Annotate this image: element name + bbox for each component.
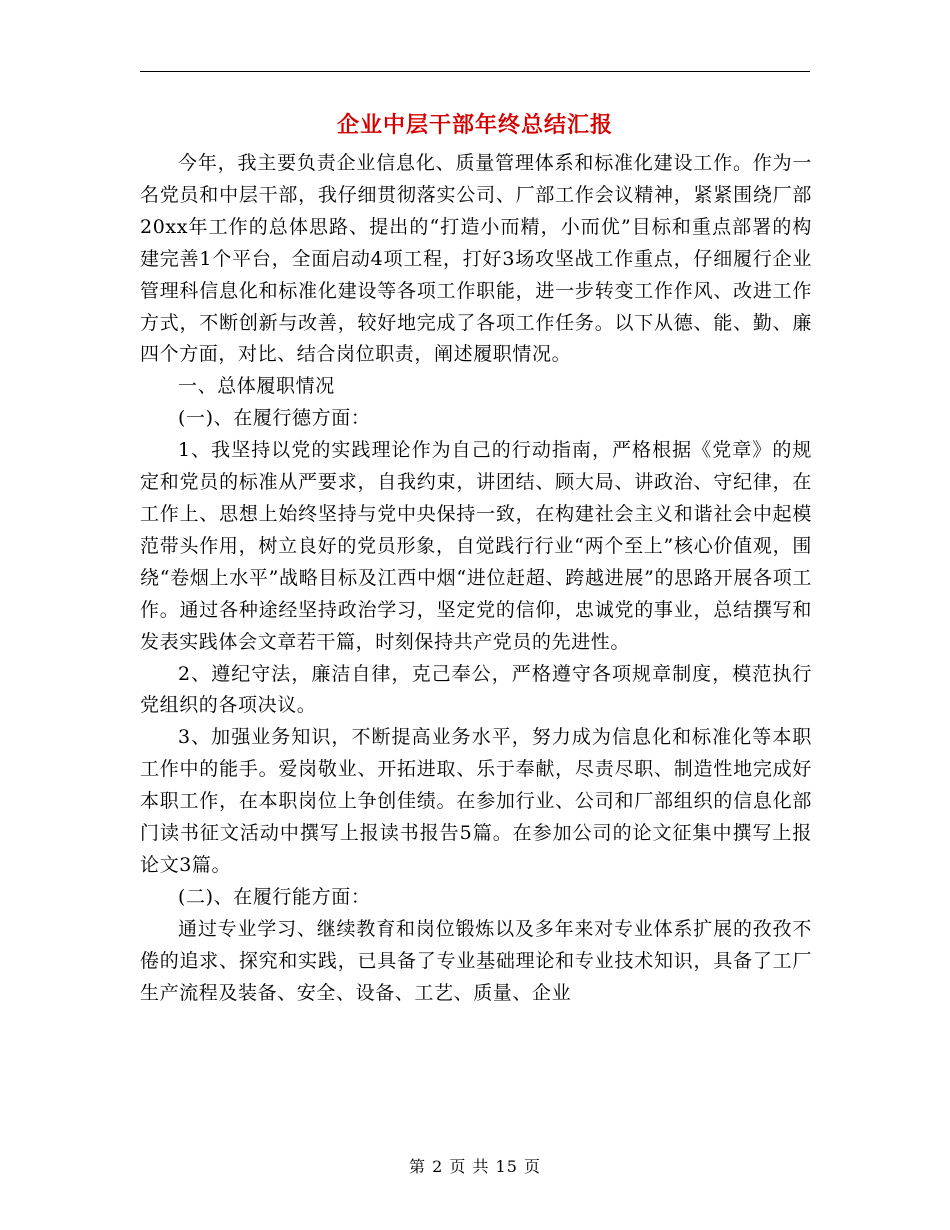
paragraph-morality-3: 3、加强业务知识，不断提高业务水平，努力成为信息化和标准化等本职工作中的能手。爱岗敬业、开拓进取、乐于奉献，尽责尽职、制造性地完成好本职工作，在本职岗位上争创佳绩。在参加行业、公司和厂部组织的信息化部门读书征文活动中撰写上报读书报告5篇。在参加公司的论文征集中撰写上报论文3篇。 — [140, 726, 812, 876]
subheading-ability: (二)、在履行能方面： — [178, 885, 371, 908]
paragraph-morality-1: 1、我坚持以党的实践理论作为自己的行动指南，严格根据《党章》的规定和党员的标准从严要求，自我约束，讲团结、顾大局、讲政治、守纪律，在工作上、思想上始终坚持与党中央保持一致，在构建社会主义和谐社会中起模范带头作用，树立良好的党员形象，自觉践行行业“两个至上”核心价值观，围绕“卷烟上水平”战略目标及江西中烟“进位赶超、跨越进展”的思路开展各项工作。通过各种途经坚持政治学习，坚定党的信仰，忠诚党的事业，总结撰写和发表实践体会文章若干篇，时刻保持共产党员的先进性。 — [140, 439, 812, 653]
subheading-morality: (一)、在履行德方面： — [178, 407, 371, 430]
document-body — [140, 148, 812, 1009]
page-number: 第 2 页 共 15 页 — [409, 1157, 541, 1176]
header-rule — [140, 71, 810, 72]
paragraph-intro: 今年，我主要负责企业信息化、质量管理体系和标准化建设工作。作为一名党员和中层干部，我仔细贯彻落实公司、厂部工作会议精神，紧紧围绕厂部20xx年工作的总体思路、提出的“打造小而精，小而优”目标和重点部署的构建完善1个平台，全面启动4项工程，打好3场攻坚战工作重点，仔细履行企业管理科信息化和标准化建设等各项工作职能，进一步转变工作作风、改进工作方式，不断创新与改善，较好地完成了各项工作任务。以下从德、能、勤、廉四个方面，对比、结合岗位职责，阐述履职情况。 — [140, 152, 812, 366]
document-title: 企业中层干部年终总结汇报 — [336, 113, 613, 138]
paragraph-ability: 通过专业学习、继续教育和岗位锻炼以及多年来对专业体系扩展的孜孜不倦的追求、探究和实践，已具备了专业基础理论和专业技术知识，具备了工厂生产流程及装备、安全、设备、工艺、质量、企业 — [140, 917, 812, 1004]
heading-overall: 一、总体履职情况 — [178, 375, 335, 398]
paragraph-morality-2: 2、遵纪守法，廉洁自律，克己奉公，严格遵守各项规章制度，模范执行党组织的各项决议。 — [140, 662, 812, 717]
